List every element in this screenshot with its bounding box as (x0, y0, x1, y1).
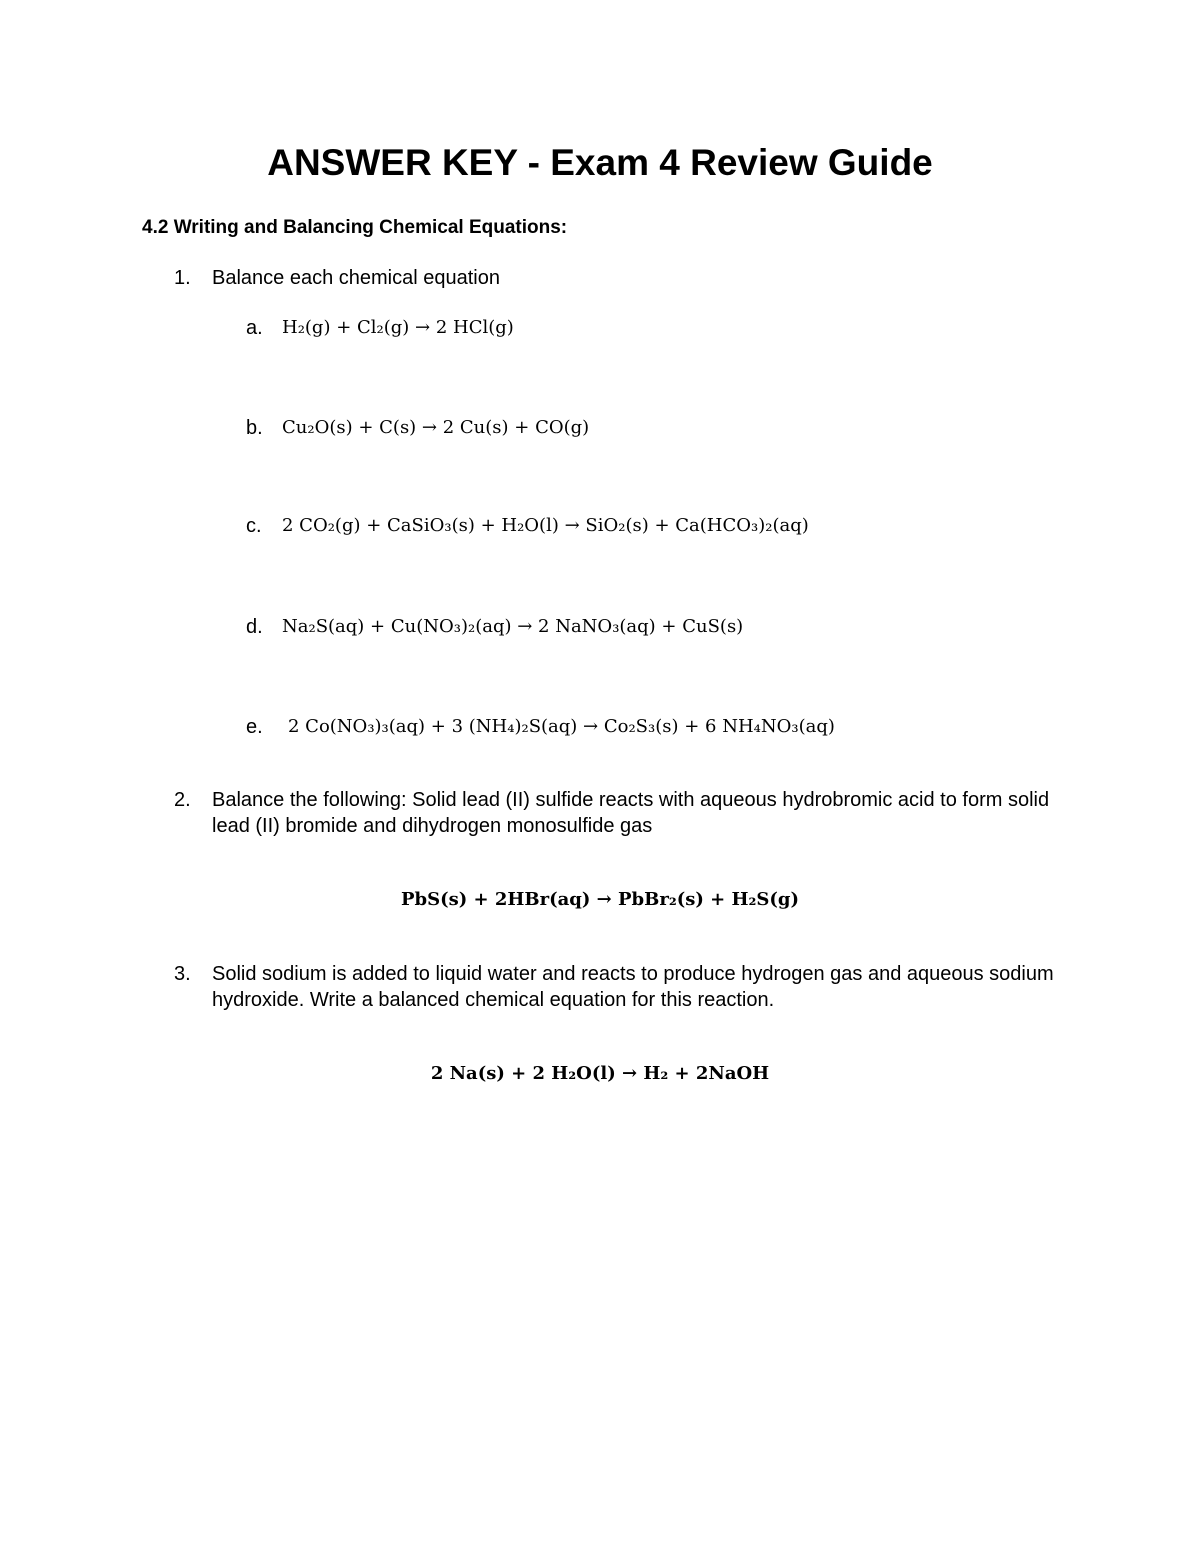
item-letter: a. (246, 317, 263, 339)
question-number: 2. (174, 789, 191, 811)
answer-equation: PbS(s) + 2HBr(aq) → PbBr₂(s) + H₂S(g) (400, 889, 800, 910)
answer-3 (0, 1059, 1200, 1089)
question-text: Solid sodium is added to liquid water and reacts to produce hydrogen gas and aqueous sodium hydroxide. Write a balanced chemical equation for this reaction. (212, 963, 1054, 1011)
question-text: Balance the following: Solid lead (II) sulfide reacts with aqueous hydrobromic acid to form solid lead (II) bromide and dihydrogen monosulfide gas (212, 789, 1050, 837)
item-letter: c. (246, 515, 262, 537)
equation-text: Na₂S(aq) + Cu(NO₃)₂(aq) → 2 NaNO₃(aq) + CuS(s) (282, 616, 744, 637)
item-letter: e. (246, 716, 263, 738)
page-title: ANSWER KEY - Exam 4 Review Guide (267, 142, 933, 183)
section-heading: 4.2 Writing and Balancing Chemical Equations: (142, 217, 568, 238)
question-text: Balance each chemical equation (212, 267, 500, 289)
equation-text: Cu₂O(s) + C(s) → 2 Cu(s) + CO(g) (282, 417, 590, 438)
answer-equation: 2 Na(s) + 2 H₂O(l) → H₂ + 2NaOH (430, 1063, 770, 1084)
item-letter: d. (246, 616, 263, 638)
question-number: 1. (174, 267, 191, 289)
question-number: 3. (174, 963, 191, 985)
answer-2 (0, 885, 1200, 915)
item-letter: b. (246, 417, 263, 439)
equation-text: 2 CO₂(g) + CaSiO₃(s) + H₂O(l) → SiO₂(s) + Ca(HCO₃)₂(aq) (282, 515, 809, 536)
equation-text: 2 Co(NO₃)₃(aq) + 3 (NH₄)₂S(aq) → Co₂S₃(s) + 6 NH₄NO₃(aq) (288, 716, 835, 737)
equation-text: H₂(g) + Cl₂(g) → 2 HCl(g) (282, 317, 514, 338)
